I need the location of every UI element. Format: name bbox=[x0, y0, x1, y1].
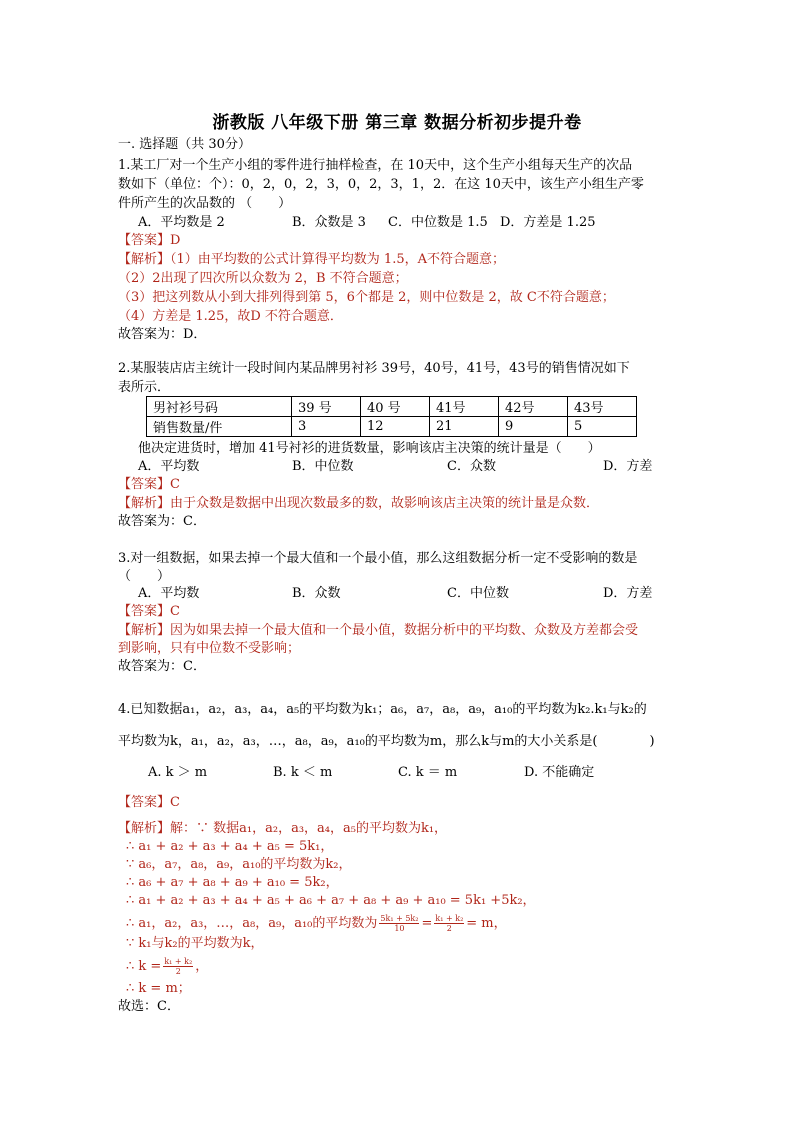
sales-table bbox=[146, 396, 637, 437]
fraction bbox=[434, 914, 464, 933]
q1-conclusion: 故答案为：D． bbox=[118, 327, 207, 342]
q1-option-d: D．方差是 1.25 bbox=[500, 215, 596, 230]
q4-analysis-line: ∵ a₆，a₇，a₈，a₉，a₁₀的平均数为k₂， bbox=[126, 857, 352, 872]
fraction-numerator: 5k₁ + 5k₂ bbox=[380, 914, 419, 923]
q4-analysis-line: ∵ k₁与k₂的平均数为k， bbox=[126, 936, 264, 951]
analysis-label: 【解析】 bbox=[118, 252, 171, 267]
q3-option-d: D．方差 bbox=[603, 586, 653, 601]
q2-question: 他决定进货时，增加 41号衬衫的进货数量，影响该店主决策的统计量是（ ） bbox=[138, 441, 601, 456]
q1-stem-line: 数如下（单位：个）：0，2，0，2，3，0，2，3，1，2．在这 10天中，该生产小组生产零 bbox=[118, 177, 644, 192]
table-cell: 40 号 bbox=[361, 397, 430, 417]
q4-analysis-line: ∴ a₁ + a₂ + a₃ + a₄ + a₅ + a₆ + a₇ + a₈ + a₉ + a₁₀ = 5k₁ +5k₂， bbox=[126, 893, 536, 908]
answer-label: 【答案】 bbox=[118, 604, 171, 619]
q1-analysis bbox=[118, 252, 505, 268]
answer-label: 【答案】 bbox=[118, 233, 171, 248]
q2-stem-line: 表所示． bbox=[118, 380, 171, 395]
table-cell: 销售数量/件 bbox=[147, 417, 292, 437]
table-cell: 男衬衫号码 bbox=[147, 397, 292, 417]
fraction-denominator: 2 bbox=[446, 924, 452, 933]
q3-conclusion: 故答案为：C． bbox=[118, 659, 206, 674]
q3-analysis-line: 因为如果去掉一个最大值和一个最小值，数据分析中的平均数、众数及方差都会受 bbox=[170, 623, 639, 638]
page-title: 浙教版 八年级下册 第三章 数据分析初步提升卷 bbox=[212, 113, 582, 133]
analysis-label: 【解析】 bbox=[118, 821, 171, 836]
q4-analysis-line: ∴ a₁ + a₂ + a₃ + a₄ + a₅ = 5k₁， bbox=[126, 839, 334, 854]
fraction-denominator: 2 bbox=[175, 967, 181, 976]
answer-value: C bbox=[170, 477, 180, 492]
fraction-numerator: k₁ + k₂ bbox=[164, 957, 193, 966]
table-cell: 42号 bbox=[499, 397, 568, 417]
table-row bbox=[147, 417, 637, 437]
table-cell: 39 号 bbox=[292, 397, 361, 417]
q3-analysis-line: 到影响，只有中位数不受影响； bbox=[118, 641, 301, 656]
q2-option-b: B．中位数 bbox=[292, 459, 354, 474]
table-cell: 41号 bbox=[430, 397, 499, 417]
table-row bbox=[147, 397, 637, 417]
q1-stem-line: 1.某工厂对一个生产小组的零件进行抽样检查，在 10天中，这个生产小组每天生产的次品 bbox=[118, 158, 633, 173]
q4-analysis-line: 解：∵ 数据a₁，a₂，a₃，a₄，a₅的平均数为k₁， bbox=[170, 821, 448, 836]
q4-option-d: D. 不能确定 bbox=[524, 765, 595, 780]
q3-option-b: B．众数 bbox=[292, 586, 341, 601]
q4-stem-line: 平均数为k，a₁，a₂，a₃，…，a₈，a₉，a₁₀的平均数为m，那么k与m的大小关系是( ) bbox=[118, 734, 655, 749]
q2-answer bbox=[118, 477, 180, 493]
q1-answer bbox=[118, 233, 180, 249]
q2-analysis bbox=[118, 496, 599, 512]
q3-stem-line: （ ） bbox=[118, 569, 171, 584]
answer-value: C bbox=[170, 795, 180, 810]
fraction bbox=[163, 957, 193, 976]
q3-stem-line: 3.对一组数据，如果去掉一个最大值和一个最小值，那么这组数据分析一定不受影响的数是 bbox=[118, 551, 638, 566]
q2-conclusion: 故答案为：C． bbox=[118, 514, 206, 529]
q4-analysis-text: = m， bbox=[466, 916, 507, 931]
q4-analysis-text: ∴ a₁，a₂，a₃，…，a₈，a₉，a₁₀的平均数为 bbox=[126, 916, 378, 931]
q4-conclusion: 故选：C． bbox=[118, 999, 180, 1014]
q2-option-c: C．众数 bbox=[447, 459, 496, 474]
q4-analysis bbox=[118, 821, 447, 837]
q1-option-a: A．平均数是 2 bbox=[138, 215, 225, 230]
answer-label: 【答案】 bbox=[118, 477, 171, 492]
q3-analysis bbox=[118, 623, 638, 639]
answer-value: D bbox=[170, 233, 181, 248]
q2-option-d: D．方差 bbox=[603, 459, 653, 474]
q4-analysis-line bbox=[126, 914, 507, 933]
answer-label: 【答案】 bbox=[118, 795, 171, 810]
q2-option-a: A．平均数 bbox=[138, 459, 200, 474]
q4-analysis-line: ∴ k = m； bbox=[126, 981, 191, 996]
analysis-label: 【解析】 bbox=[118, 623, 171, 638]
q4-analysis-text: ∴ k = bbox=[126, 959, 162, 974]
q4-analysis-line: ∴ a₆ + a₇ + a₈ + a₉ + a₁₀ = 5k₂， bbox=[126, 875, 339, 890]
table-cell: 21 bbox=[430, 417, 499, 437]
answer-value: C bbox=[170, 604, 180, 619]
q4-option-c: C. k ＝ m bbox=[398, 765, 458, 780]
equals-sign: = bbox=[421, 916, 433, 931]
q4-option-b: B. k ＜ m bbox=[273, 765, 333, 780]
q4-analysis-text: ， bbox=[195, 959, 209, 974]
q1-analysis-line: （1）由平均数的公式计算得平均数为 1.5，A不符合题意； bbox=[170, 252, 505, 267]
q3-option-c: C．中位数 bbox=[447, 586, 509, 601]
q1-analysis-line: （2）2出现了四次所以众数为 2，B 不符合题意； bbox=[118, 271, 408, 286]
section-heading: 一. 选择题（共 30分） bbox=[118, 137, 251, 152]
q4-option-a: A. k ＞ m bbox=[148, 765, 208, 780]
analysis-label: 【解析】 bbox=[118, 496, 171, 511]
q4-stem-line: 4.已知数据a₁，a₂，a₃，a₄，a₅的平均数为k₁；a₆，a₇，a₈，a₉，a₁₀的平均数为k₂.k₁与k₂的 bbox=[118, 702, 647, 717]
q2-analysis-line: 由于众数是数据中出现次数最多的数，故影响该店主决策的统计量是众数． bbox=[170, 496, 600, 511]
fraction bbox=[379, 914, 419, 933]
fraction-numerator: k₁ + k₂ bbox=[435, 914, 464, 923]
table-cell: 3 bbox=[292, 417, 361, 437]
q3-answer bbox=[118, 604, 180, 620]
q1-option-c: C．中位数是 1.5 bbox=[388, 215, 488, 230]
q3-option-a: A．平均数 bbox=[138, 586, 200, 601]
q1-analysis-line: （4）方差是 1.25，故D 不符合题意． bbox=[118, 309, 343, 324]
q1-analysis-line: （3）把这列数从小到大排列得到第 5，6个都是 2，则中位数是 2，故 C不符合题意； bbox=[118, 290, 615, 305]
q4-analysis-line bbox=[126, 957, 208, 976]
q1-option-b: B．众数是 3 bbox=[292, 215, 366, 230]
table-cell: 9 bbox=[499, 417, 568, 437]
table-cell: 12 bbox=[361, 417, 430, 437]
q1-stem-line: 件所产生的次品数的 （ ） bbox=[118, 196, 292, 211]
q4-answer bbox=[118, 795, 180, 811]
q2-stem-line: 2.某服装店店主统计一段时间内某品牌男衬衫 39号，40号，41号，43号的销售情况如下 bbox=[118, 361, 630, 376]
table-cell: 43号 bbox=[568, 397, 637, 417]
table-cell: 5 bbox=[568, 417, 637, 437]
fraction-denominator: 10 bbox=[394, 924, 405, 933]
